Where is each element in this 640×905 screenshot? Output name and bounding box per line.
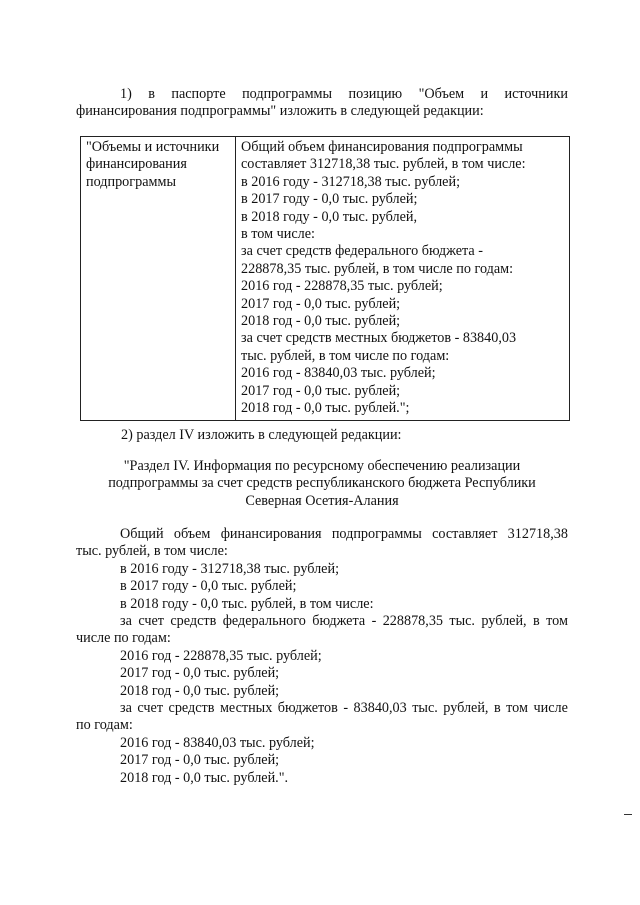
body-word: бюджета [312, 613, 366, 630]
body-word: тыс. [449, 613, 475, 630]
heading-line: Северная Осетия-Алания [245, 492, 399, 509]
body-word: федерального [222, 613, 306, 630]
body-word: том [546, 613, 568, 630]
item-2-paragraph: 2) раздел IV изложить в следующей редакции: [121, 427, 402, 443]
body-word: рублей, [443, 700, 489, 717]
body-word: 312718,38 [507, 526, 568, 542]
body-word: в [533, 613, 540, 630]
table-row [81, 137, 570, 421]
intro-word: 1) [120, 86, 132, 102]
body-line-1 [76, 526, 568, 543]
cell-line: 2017 год - 0,0 тыс. рублей; [241, 295, 401, 312]
intro-word: подпрограммы [242, 86, 333, 102]
intro-word: "Объем [418, 86, 465, 102]
body-word: - [371, 613, 377, 630]
cell-line: подпрограммы [86, 173, 176, 190]
body-word: 83840,03 [353, 700, 407, 717]
body-word: тыс. [412, 700, 438, 717]
cell-line: в 2017 году - 0,0 тыс. рублей; [241, 191, 418, 208]
cell-line: 2018 год - 0,0 тыс. рублей."; [241, 400, 410, 417]
body-line-10: 2018 год - 0,0 тыс. рублей; [120, 682, 280, 699]
cell-line: тыс. рублей, в том числе по годам: [241, 347, 450, 364]
body-line-12: по годам: [76, 717, 133, 734]
body-word: 228878,35 [382, 613, 443, 630]
intro-paragraph [76, 86, 568, 121]
body-line-13: 2016 год - 83840,03 тыс. рублей; [120, 734, 315, 751]
intro-word: в [148, 86, 155, 102]
body-word: за [120, 613, 132, 630]
body-line-6 [76, 613, 568, 630]
body-line-14: 2017 год - 0,0 тыс. рублей; [120, 752, 280, 769]
body-word: местных [219, 700, 273, 717]
cell-line: финансирования [86, 156, 187, 173]
body-line-2: тыс. рублей, в том числе: [76, 543, 228, 560]
cell-line: за счет средств местных бюджетов - 83840,03 [241, 330, 517, 347]
cell-line: в 2016 году - 312718,38 тыс. рублей; [241, 173, 461, 190]
body-line-5: в 2018 году - 0,0 тыс. рублей, в том числе: [120, 595, 374, 612]
intro-word: и [480, 86, 489, 102]
cell-line: за счет средств федерального бюджета - [241, 243, 483, 260]
body-word: счет [137, 700, 164, 717]
body-line-9: 2017 год - 0,0 тыс. рублей; [120, 665, 280, 682]
intro-word: источники [504, 86, 568, 102]
section-body [76, 526, 568, 787]
cell-line: 2018 год - 0,0 тыс. рублей; [241, 313, 401, 330]
body-word: объем [173, 526, 211, 542]
body-word: Общий [120, 526, 164, 542]
intro-word: паспорте [171, 86, 226, 102]
cell-line: в 2018 году - 0,0 тыс. рублей, [241, 208, 418, 225]
cell-line: в том числе: [241, 226, 315, 243]
body-word: счет [138, 613, 164, 630]
body-word: за [120, 700, 132, 717]
table-cell-value [236, 137, 570, 421]
body-word: подпрограммы [331, 526, 422, 542]
heading-line: "Раздел IV. Информация по ресурсному обеспечению реализации [123, 458, 521, 474]
body-word: в [493, 700, 501, 717]
margin-dash [624, 814, 632, 815]
body-line-4: в 2017 году - 0,0 тыс. рублей; [120, 578, 297, 595]
body-line-7: числе по годам: [76, 630, 171, 647]
intro-word: позицию [348, 86, 403, 102]
body-line-3: в 2016 году - 312718,38 тыс. рублей; [120, 560, 340, 577]
heading-line: подпрограммы за счет средств республиканского бюджета Республики [108, 475, 536, 492]
cell-line: 2016 год - 228878,35 тыс. рублей; [241, 278, 443, 295]
body-line-15: 2018 год - 0,0 тыс. рублей.". [120, 769, 289, 786]
body-line-8: 2016 год - 228878,35 тыс. рублей; [120, 647, 322, 664]
body-line-11 [76, 700, 568, 717]
passport-table [80, 136, 570, 421]
cell-line: "Объемы и источники [86, 139, 220, 155]
cell-line: 2017 год - 0,0 тыс. рублей; [241, 382, 401, 399]
body-word: средств [168, 700, 215, 717]
cell-line: 228878,35 тыс. рублей, в том числе по годам: [241, 260, 514, 277]
cell-line: составляет 312718,38 тыс. рублей, в том числе: [241, 156, 526, 173]
section-heading [76, 458, 568, 510]
body-word: средств [170, 613, 217, 630]
cell-line: Общий объем финансирования подпрограммы [241, 139, 523, 155]
body-word: бюджетов [277, 700, 338, 717]
table-cell-label [81, 137, 236, 421]
body-word: том [506, 700, 528, 717]
body-word: составляет [432, 526, 498, 542]
cell-line: 2016 год - 83840,03 тыс. рублей; [241, 365, 436, 382]
body-word: числе [533, 700, 568, 717]
intro-line-1 [76, 86, 568, 103]
intro-line-2: финансирования подпрограммы" изложить в следующей редакции: [76, 103, 484, 120]
body-word: рублей, [481, 613, 527, 630]
body-word: - [343, 700, 349, 717]
body-word: финансирования [220, 526, 322, 542]
